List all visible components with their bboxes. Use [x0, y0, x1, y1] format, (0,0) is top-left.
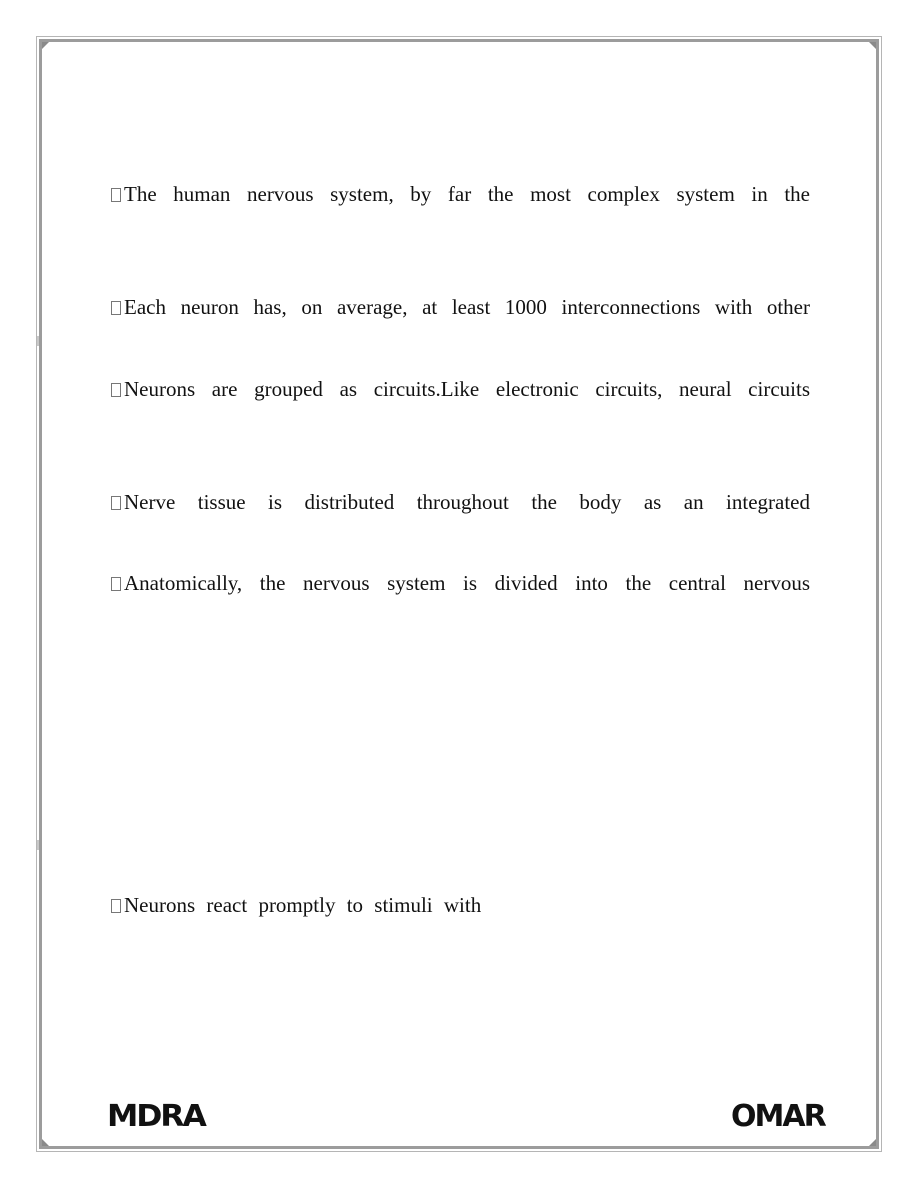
square-bullet-icon: [111, 301, 121, 315]
paragraph-text: Neurons react promptly to stimuli with: [124, 893, 482, 917]
square-bullet-icon: [111, 899, 121, 913]
footer-logo-left: MDRA: [107, 1099, 205, 1134]
paragraph-text: Neurons are grouped as circuits.Like electronic circuits, neural circuits: [124, 377, 810, 401]
square-bullet-icon: [111, 188, 121, 202]
paragraph-text: The human nervous system, by far the most complex system in the: [124, 182, 810, 206]
border-gap-mark: [37, 336, 39, 346]
border-gap-mark: [37, 840, 39, 850]
paragraph-5: [111, 570, 810, 596]
corner-ornament-bottom-left: [42, 1139, 49, 1146]
paragraph-2: [111, 294, 810, 320]
footer-logo-right: OMAR: [731, 1099, 825, 1134]
paragraph-4: [111, 489, 810, 515]
corner-ornament-bottom-right: [869, 1139, 876, 1146]
paragraph-text: Anatomically, the nervous system is divided into the central nervous: [124, 571, 810, 595]
square-bullet-icon: [111, 383, 121, 397]
paragraph-3: [111, 376, 810, 402]
paragraph-6: [111, 892, 541, 918]
paragraph-text: Nerve tissue is distributed throughout the body as an integrated: [124, 490, 810, 514]
paragraph-text: Each neuron has, on average, at least 1000 interconnections with other: [124, 295, 810, 319]
paragraph-1: [111, 181, 810, 207]
square-bullet-icon: [111, 577, 121, 591]
corner-ornament-top-left: [42, 42, 49, 49]
square-bullet-icon: [111, 496, 121, 510]
corner-ornament-top-right: [869, 42, 876, 49]
